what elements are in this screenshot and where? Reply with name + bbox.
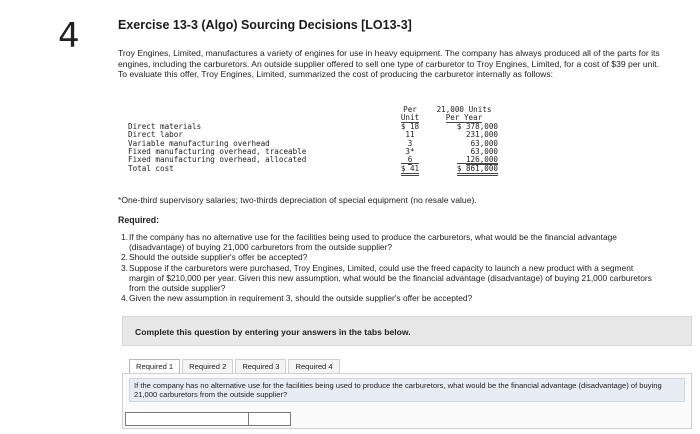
row-unit-cost: 6	[407, 155, 413, 165]
answer-row	[125, 412, 291, 426]
answer-label-field[interactable]	[125, 412, 249, 426]
row-unit-cost: $ 18	[400, 121, 420, 131]
total-year-cost: $ 861,000	[430, 165, 502, 173]
table-row	[128, 156, 502, 164]
row-year-cost: $ 378,000	[456, 121, 498, 131]
list-item: 1. If the company has no alternative use for the facilities being used to produce the carburetors, what would be the financial advantage (disadvantage) of buying 21,000 carburetors from the outside supplier?	[121, 232, 617, 253]
row-label: Direct materials	[128, 121, 202, 131]
tab-required-3[interactable]: Required 3	[235, 359, 286, 373]
total-label: Total cost	[128, 163, 174, 173]
list-item: 3. Suppose if the carburetors were purchased, Troy Engines, Limited, could use the freed capacity to launch a new product with a segment margin of $210,000 per year. Given this new assumption, what would be the financial advantage (disadvantage) of buying 21,000 carburetors from the outside supplier?	[121, 262, 652, 294]
instruction-banner: Complete this question by entering your answers in the tabs below.	[122, 316, 692, 346]
row-year-cost: 231,000	[465, 130, 498, 140]
row-unit-cost: 3	[407, 138, 413, 148]
row-label: Fixed manufacturing overhead, allocated	[128, 155, 307, 165]
row-label: Fixed manufacturing overhead, traceable	[128, 147, 307, 157]
requirement-tabs	[129, 359, 342, 373]
intro-text: Troy Engines, Limited, manufactures a variety of engines for use in heavy equipment. The company has always produced all of the parts for its engines, including the carburetors. An outside supplier offered to sell one type of carburetor to Troy Engines, Limited, for a cost of $39 per unit. To evaluate this offer, Troy Engines, Limited, summarized the cost of producing the carburetor internally as follows:	[118, 48, 660, 80]
answer-panel	[122, 373, 692, 429]
list-item: 2. Should the outside supplier's offer be accepted?	[121, 252, 308, 263]
header-per-year: Per Year	[445, 113, 483, 123]
table-total-row	[128, 165, 502, 173]
tab-required-4[interactable]: Required 4	[288, 359, 339, 373]
list-item: 4. Given the new assumption in requirement 3, should the outside supplier's offer be accepted?	[121, 293, 473, 304]
tab-required-2[interactable]: Required 2	[182, 359, 233, 373]
row-year-cost: 63,000	[470, 147, 498, 157]
row-unit-cost: 11	[405, 130, 415, 140]
answer-amount-input[interactable]	[249, 412, 291, 426]
footnote: *One-third supervisory salaries; two-thirds depreciation of special equipment (no resale value).	[118, 195, 477, 205]
question-number: 4	[58, 16, 80, 56]
required-heading: Required:	[118, 215, 160, 225]
required-list	[121, 232, 661, 303]
row-label: Direct labor	[128, 130, 183, 140]
row-label: Variable manufacturing overhead	[128, 138, 270, 148]
header-unit: Unit	[400, 113, 420, 123]
table-row	[128, 123, 502, 131]
panel-question: If the company has no alternative use for the facilities being used to produce the carburetors, what would be the financial advantage (disadvantage) of buying 21,000 carburetors from the outside supplier?	[129, 378, 685, 402]
row-year-cost: 126,000	[465, 155, 498, 165]
exercise-title: Exercise 13-3 (Algo) Sourcing Decisions [LO13-3]	[118, 18, 412, 32]
total-unit-cost: $ 41	[390, 165, 430, 173]
cost-table	[128, 106, 502, 173]
row-unit-cost: 3*	[405, 147, 415, 157]
row-year-cost: 63,000	[470, 138, 498, 148]
tab-required-1[interactable]: Required 1	[129, 359, 180, 373]
header-units: 21,000 Units	[436, 105, 492, 114]
header-per: Per	[403, 105, 417, 114]
